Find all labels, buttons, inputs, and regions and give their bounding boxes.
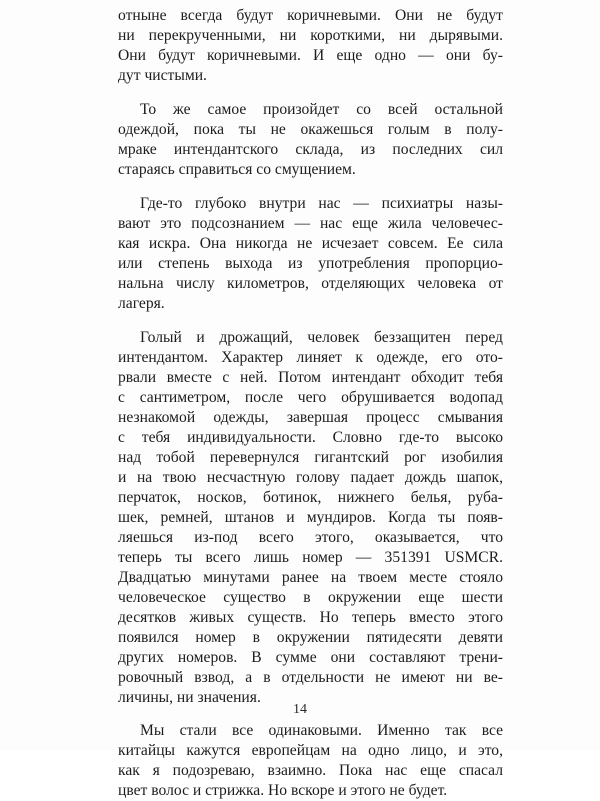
text-line: кая искра. Она никогда не исчезает совсем. Ее сила: [118, 235, 503, 252]
page-text: [118, 6, 503, 801]
text-line: цвет волос и стрижка. Но вскоре и этого не будет.: [118, 782, 448, 799]
text-line: Они будут коричневыми. И еще одно — они бу-: [118, 47, 503, 64]
text-line: рвали вместе с ней. Потом интендант обходит тебя: [118, 369, 503, 386]
text-line: с сантиметром, после чего обрушивается водопад: [118, 389, 503, 406]
paragraph: [118, 100, 503, 180]
text-line: теперь ты всего лишь номер — 351391 USMCR.: [118, 549, 503, 566]
text-line: Мы стали все одинаковыми. Именно так все: [140, 722, 503, 739]
text-line: интендантом. Характер линяет к одежде, его ото-: [118, 349, 503, 366]
text-line: ровочный взвод, а в отдельности не имеют ни ве-: [118, 669, 503, 686]
paragraph: [118, 6, 503, 86]
page-number: 14: [293, 702, 307, 717]
text-line: появился номер в окружении пятидесяти девяти: [118, 629, 503, 646]
text-line: десятков живых существ. Но теперь вместо этого: [118, 609, 503, 626]
text-line: Голый и дрожащий, человек беззащитен перед: [140, 329, 503, 346]
text-line: перчаток, носков, ботинок, нижнего белья, руба-: [118, 489, 503, 506]
text-line: Двадцатью минутами ранее на твоем месте стояло: [118, 569, 503, 586]
text-line: вают это подсознанием — нас еще жила человечес-: [118, 215, 503, 232]
paragraph: [118, 721, 503, 801]
text-line: личины, ни значения.: [118, 689, 261, 706]
text-line: как я подозреваю, взаимно. Пока нас еще спасал: [118, 762, 503, 779]
text-line: китайцы кажутся европейцам на одно лицо, и это,: [118, 742, 503, 759]
text-line: с тебя индивидуальности. Словно где-то высоко: [118, 429, 503, 446]
text-line: ляешься из-под всего этого, оказывается, что: [118, 529, 503, 546]
text-line: незнакомой одежды, завершая процесс смывания: [118, 409, 503, 426]
text-line: дут чистыми.: [118, 67, 207, 84]
text-line: над тобой перевернулся гигантский рог изобилия: [118, 449, 503, 466]
text-line: или степень выхода из употребления пропорцио-: [118, 255, 503, 272]
text-line: шек, ремней, штанов и мундиров. Когда ты появ-: [118, 509, 503, 526]
text-line: нальна числу километров, отделяющих человека от: [118, 275, 503, 292]
text-line: отныне всегда будут коричневыми. Они не будут: [118, 7, 503, 24]
text-line: одеждой, пока ты не окажешься голым в полу-: [118, 121, 503, 138]
text-line: и на твою несчастную голову падает дождь шапок,: [118, 469, 503, 486]
text-line: Где-то глубоко внутри нас — психиатры назы-: [140, 195, 503, 212]
text-line: стараясь справиться со смущением.: [118, 161, 356, 178]
text-line: лагеря.: [118, 295, 165, 312]
text-line: других номеров. В сумме они составляют трени-: [118, 649, 503, 666]
text-line: ни перекрученными, ни короткими, ни дырявыми.: [118, 27, 503, 44]
paragraph: [118, 194, 503, 314]
text-line: То же самое произойдет со всей остальной: [140, 101, 503, 118]
text-line: мраке интендантского склада, из последних сил: [118, 141, 503, 158]
paragraph: [118, 328, 503, 708]
text-line: человеческое существо в окружении еще шести: [118, 589, 503, 606]
